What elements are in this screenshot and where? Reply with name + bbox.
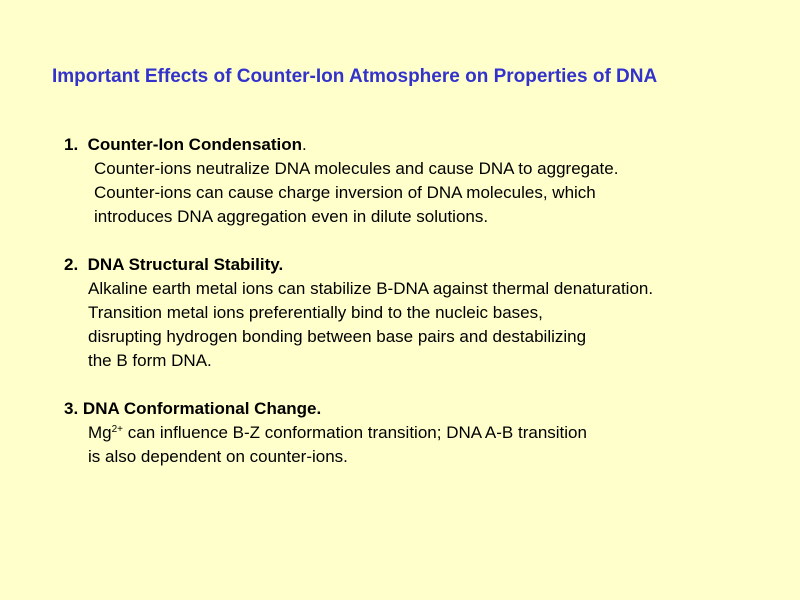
section-line-rest: can influence B-Z conformation transition; DNA A-B transition (123, 423, 587, 442)
section-heading-text: DNA Conformational Change. (82, 399, 322, 418)
section-number: 1. (64, 135, 79, 154)
section-line: Counter-ions can cause charge inversion of DNA molecules, which (94, 183, 596, 202)
section-line: Alkaline earth metal ions can stabilize B-DNA against thermal denaturation. (88, 279, 654, 298)
section-number: 3. (64, 399, 79, 418)
section-heading (64, 397, 587, 421)
section-line: is also dependent on counter-ions. (88, 447, 348, 466)
section-line: the B form DNA. (88, 351, 212, 370)
mg-symbol: Mg (88, 423, 112, 442)
section-dna-conformational-change (64, 397, 587, 469)
section-line (64, 421, 587, 445)
section-number: 2. (64, 255, 79, 274)
slide-title: Important Effects of Counter-Ion Atmosphere on Properties of DNA (52, 66, 658, 87)
section-heading (64, 133, 618, 157)
section-line: Transition metal ions preferentially bind to the nucleic bases, (88, 303, 543, 322)
section-heading-suffix: . (302, 135, 307, 154)
section-line: disrupting hydrogen bonding between base pairs and destabilizing (88, 327, 587, 346)
section-line: introduces DNA aggregation even in dilute solutions. (94, 207, 489, 226)
charge-superscript: 2+ (111, 424, 124, 435)
section-line: Counter-ions neutralize DNA molecules and cause DNA to aggregate. (94, 159, 619, 178)
section-dna-structural-stability (64, 253, 653, 373)
section-counter-ion-condensation (64, 133, 618, 229)
section-heading-text: Counter-Ion Condensation (87, 135, 303, 154)
section-heading (64, 253, 653, 277)
section-heading-text: DNA Structural Stability. (87, 255, 284, 274)
